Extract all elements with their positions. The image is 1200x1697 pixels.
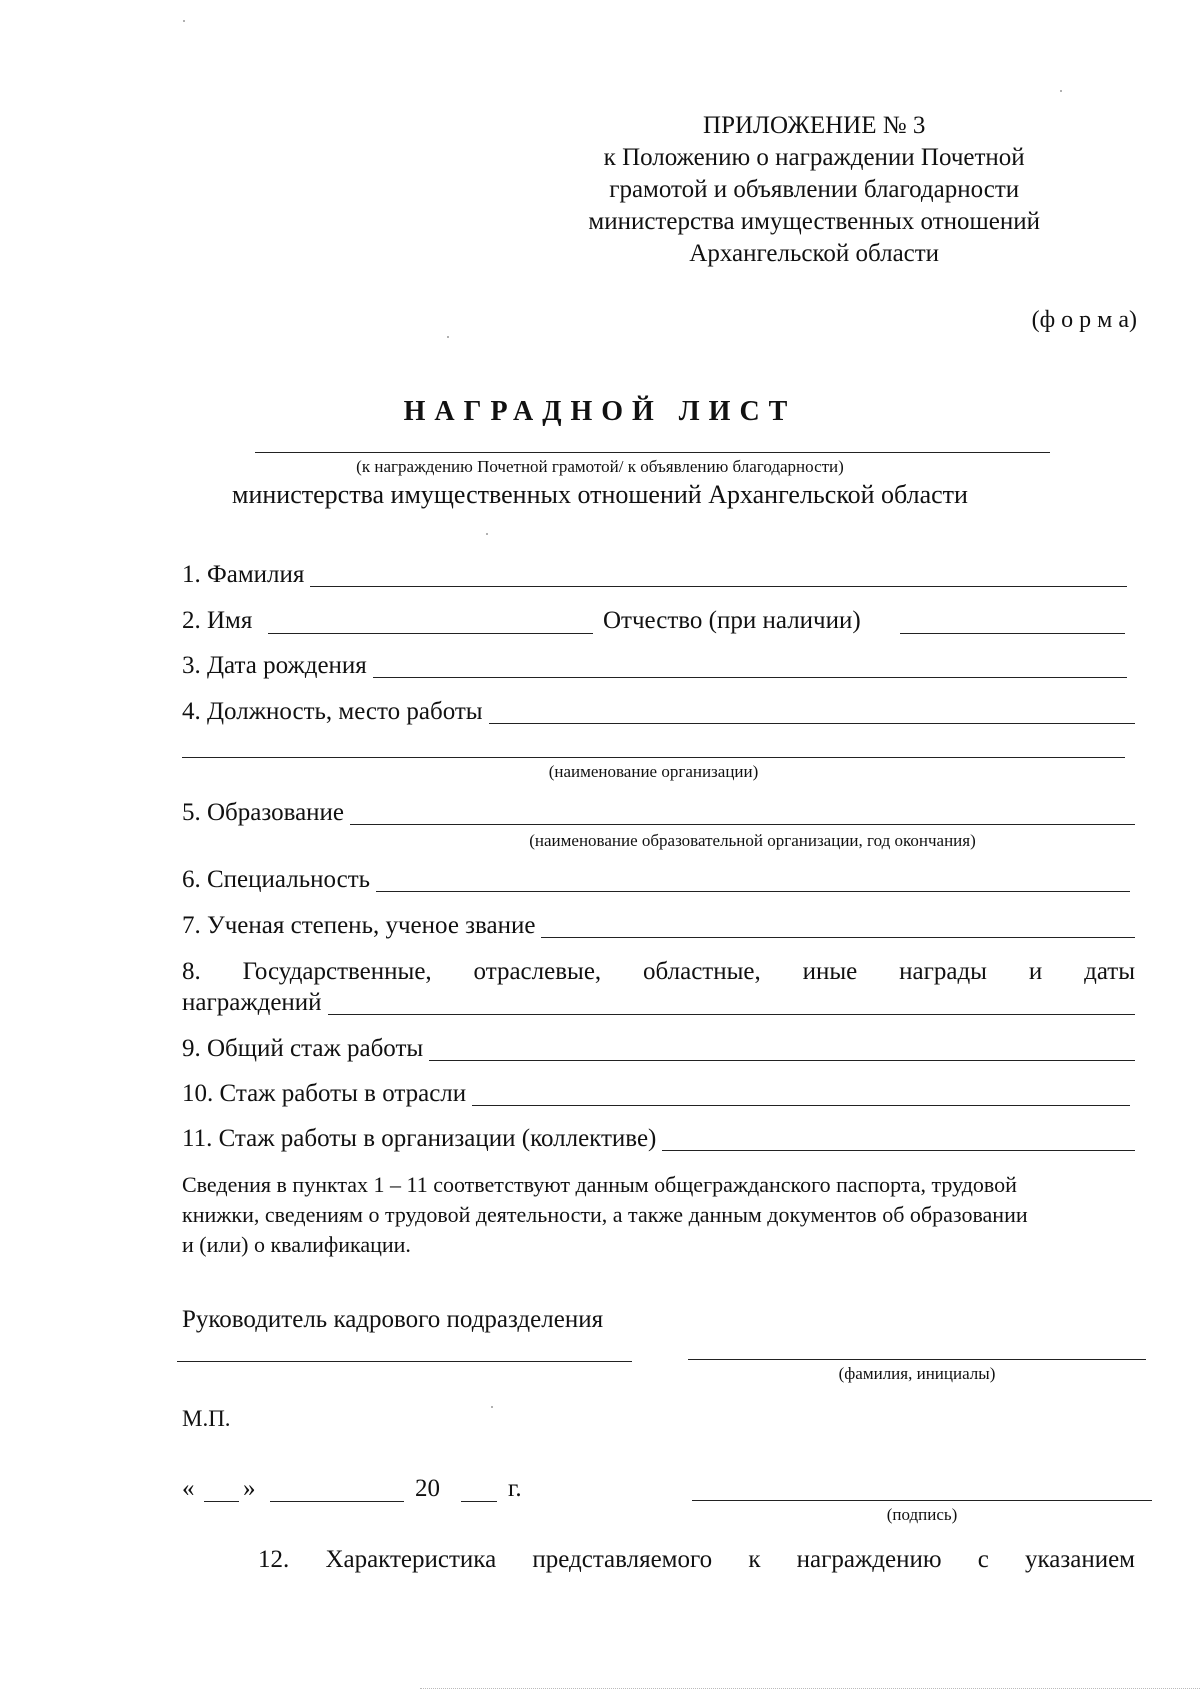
surname-label: 1. Фамилия (182, 561, 305, 588)
industry-experience-field[interactable] (472, 1081, 1130, 1106)
patronymic-label: Отчество (при наличии) (603, 607, 861, 634)
name-field[interactable] (268, 633, 593, 634)
specialty-field[interactable] (376, 867, 1130, 892)
organization-caption: (наименование организации) (548, 762, 759, 781)
awards-label-line1: 8. Государственные, отраслевые, областные, иные награды и даты (182, 958, 1135, 985)
date-month-field[interactable] (270, 1501, 404, 1502)
org-experience-field[interactable] (662, 1126, 1135, 1151)
industry-experience-label: 10. Стаж работы в отрасли (182, 1080, 467, 1107)
patronymic-field[interactable] (900, 633, 1125, 634)
hr-head-name-field[interactable] (688, 1359, 1146, 1360)
birth-date-row (182, 651, 1127, 681)
hr-head-position-field[interactable] (177, 1361, 632, 1362)
appendix-header (588, 110, 1040, 270)
appendix-line: Архангельской области (689, 240, 940, 267)
degree-field[interactable] (541, 913, 1135, 938)
appendix-line: грамотой и объявлении благодарности (609, 176, 1020, 203)
education-label: 5. Образование (182, 799, 345, 826)
document-title: НАГРАДНОЙ ЛИСТ (403, 396, 797, 427)
statement-line: Сведения в пунктах 1 – 11 соответствуют данным общегражданского паспорта, трудовой (182, 1172, 1017, 1197)
hr-head-label: Руководитель кадрового подразделения (182, 1306, 604, 1333)
name-label: 2. Имя (182, 607, 253, 634)
date-open-quote: « (182, 1475, 195, 1502)
specialty-row (182, 865, 1130, 895)
stamp-label: М.П. (182, 1406, 231, 1431)
position-field[interactable] (489, 699, 1135, 724)
awards-row (182, 988, 1135, 1018)
scan-speck (491, 1406, 493, 1408)
industry-experience-row (182, 1079, 1130, 1109)
total-experience-field[interactable] (429, 1036, 1135, 1061)
appendix-line: министерства имущественных отношений (588, 208, 1040, 235)
total-experience-row (182, 1034, 1135, 1064)
awards-label-line2: награждений (182, 989, 322, 1016)
birth-date-label: 3. Дата рождения (182, 652, 367, 679)
degree-label: 7. Ученая степень, ученое звание (182, 912, 536, 939)
org-experience-row (182, 1124, 1135, 1154)
statement-line: книжки, сведениям о трудовой деятельности, а также данным документов об образовании (182, 1202, 1028, 1227)
date-year-field[interactable] (461, 1501, 497, 1502)
signature-caption: (подпись) (886, 1505, 958, 1524)
specialty-label: 6. Специальность (182, 866, 371, 893)
form-note: (ф о р м а) (1031, 307, 1137, 333)
date-close-quote: » (243, 1475, 256, 1502)
birth-date-field[interactable] (373, 653, 1127, 678)
name-caption: (фамилия, инициалы) (838, 1364, 996, 1383)
scan-speck (486, 533, 488, 535)
ministry-name: министерства имущественных отношений Архангельской области (232, 480, 968, 509)
surname-field[interactable] (310, 562, 1127, 587)
org-experience-label: 11. Стаж работы в организации (коллективе) (182, 1125, 657, 1152)
scan-speck (183, 20, 185, 22)
surname-row (182, 560, 1127, 590)
education-field[interactable] (350, 800, 1135, 825)
organization-field[interactable] (182, 757, 1125, 758)
award-type-caption: (к награждению Почетной грамотой/ к объявлению благодарности) (356, 457, 844, 476)
award-type-line[interactable] (255, 452, 1050, 453)
date-year-suffix: г. (508, 1475, 522, 1502)
scan-edge (420, 1688, 1200, 1689)
awards-field[interactable] (328, 990, 1135, 1015)
scan-speck (1060, 90, 1062, 92)
education-row (182, 798, 1135, 828)
position-row (182, 697, 1135, 727)
total-experience-label: 9. Общий стаж работы (182, 1035, 424, 1062)
statement (182, 1170, 1028, 1260)
position-label: 4. Должность, место работы (182, 698, 483, 725)
date-day-field[interactable] (204, 1501, 239, 1502)
appendix-title: ПРИЛОЖЕНИЕ № 3 (703, 112, 926, 139)
statement-line: и (или) о квалификации. (182, 1232, 411, 1257)
degree-row (182, 911, 1135, 941)
item12-label: 12. Характеристика представляемого к награждению с указанием (258, 1546, 1135, 1573)
appendix-line: к Положению о награждении Почетной (603, 144, 1025, 171)
date-year-prefix: 20 (415, 1475, 440, 1502)
signature-field[interactable] (692, 1500, 1152, 1501)
scan-speck (447, 336, 449, 338)
education-caption: (наименование образовательной организации, год окончания) (529, 831, 976, 850)
